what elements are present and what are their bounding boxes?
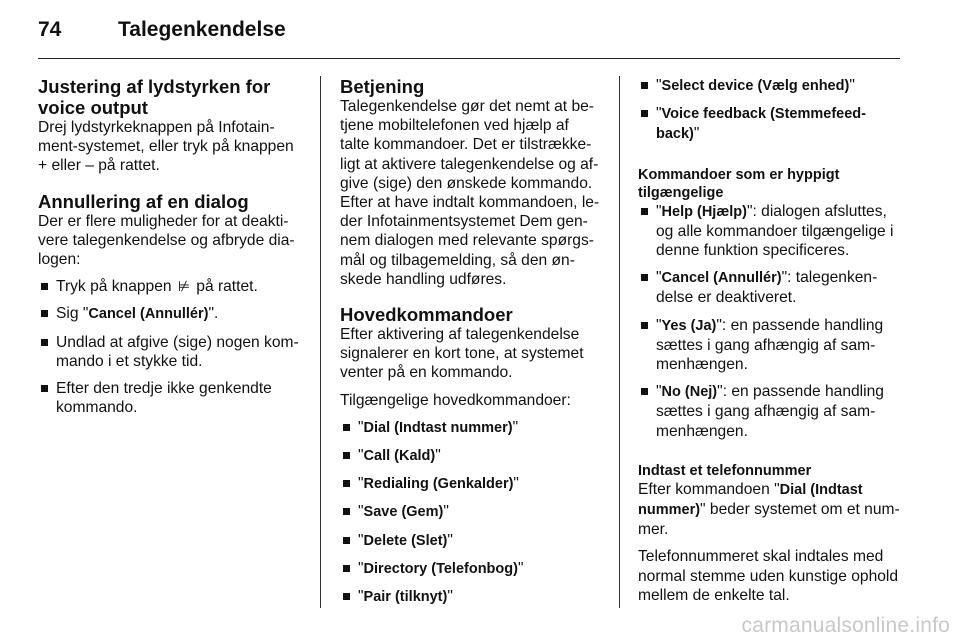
paragraph: Der er flere muligheder for at deakti-vere talegenkendelse og afbryde dia-logen: [38, 212, 295, 269]
page-header [38, 18, 286, 48]
page-number: 74 [38, 18, 62, 41]
voice-command: Delete (Slet) [363, 532, 448, 549]
command-list [638, 202, 900, 441]
paragraph: Tilgængelige hovedkommandoer: [340, 391, 571, 409]
voice-command: Directory (Telefonbog) [363, 560, 518, 577]
page-title: Talegenkendelse [118, 18, 286, 41]
header-divider [38, 58, 900, 59]
list-item: "No (Nej)": en passende handling sættes i gang afhængig af sam-menhængen. [638, 382, 900, 441]
list-item: "Call (Kald)" [340, 446, 602, 466]
list-item: "Redialing (Genkalder)" [340, 474, 602, 494]
paragraph: Efter kommandoen "Dial (Indtast nummer)" beder systemet om et num-mer. [638, 480, 900, 539]
voice-command: Select device (Vælg enhed) [661, 78, 850, 94]
list-item: "Pair (tilknyt)" [340, 587, 602, 607]
paragraph: Talegenkendelse gør det nemt at be-tjene mobiltelefonen ved hjælp af talte kommandoer. Det er tilstrække-ligt at aktivere talegenkendelse og af-give (sige) den ønskede kommando. Efter at have indtalt kommandoen, le-der Infotainmentsystemet Dem gen-nem dialogen med relevante spørgs-mål og tilbagemelding, så den øn-skede handling udføres. [340, 98, 600, 288]
list-item: "Yes (Ja)": en passende handling sættes i gang afhængig af sam-menhængen. [638, 316, 900, 375]
paragraph: Efter aktivering af talegenkendelse signalerer en kort tone, at systemet venter på en kommando. [340, 326, 584, 382]
list-item: "Help (Hjælp)": dialogen afsluttes, og alle kommandoer tilgængelige i denne funktion specificeres. [638, 202, 900, 261]
command-list [340, 418, 602, 607]
watermark: carmanualsonline.info [741, 614, 950, 637]
list-item: Tryk på knappen ⊭ på rattet. [38, 277, 306, 296]
voice-command: Call (Kald) [363, 448, 436, 465]
paragraph: Telefonnummeret skal indtales med normal stemme uden kunstige ophold mellem de enkelte tal. [638, 548, 899, 604]
voice-command: Redialing (Genkalder) [363, 476, 514, 493]
voice-command: Cancel (Annullér) [88, 306, 209, 323]
voice-command: Cancel (Annullér) [661, 270, 782, 287]
command-list [638, 76, 900, 145]
section-heading: Annullering af en dialog [38, 190, 249, 212]
list-item: Undlad at afgive (sige) nogen kom-mando i et stykke tid. [38, 333, 306, 371]
voice-command: No (Nej) [661, 384, 718, 401]
voice-command: Pair (tilknyt) [363, 589, 448, 606]
list-item: "Voice feedback (Stemmefeed-back)" [638, 104, 900, 144]
list-item: "Save (Gem)" [340, 502, 602, 522]
subsection-heading: Indtast et telefonnummer [638, 462, 812, 479]
voice-command: Dial (Indtast nummer) [363, 419, 513, 436]
column-left [38, 76, 306, 425]
subsection-heading: Kommandoer som er hyppigt tilgængelige [638, 166, 840, 201]
list-item: "Delete (Slet)" [340, 531, 602, 551]
list-item: Efter den tredje ikke genkendte kommando. [38, 379, 306, 417]
column-middle [340, 76, 602, 615]
list-item: "Dial (Indtast nummer)" [340, 418, 602, 438]
list-item: "Directory (Telefonbog)" [340, 559, 602, 579]
column-right [638, 76, 900, 605]
voice-command: Dial (Indtast nummer) [638, 481, 863, 519]
voice-command: Save (Gem) [363, 504, 444, 521]
list-item: "Select device (Vælg enhed)" [638, 76, 900, 96]
voice-command: Voice feedback (Stemmefeed-back) [656, 106, 866, 143]
section-heading: Betjening [340, 76, 425, 97]
list-item: "Cancel (Annullér)": talegenken-delse er deaktiveret. [638, 268, 900, 307]
voice-command: Help (Hjælp) [661, 203, 747, 220]
section-heading: Justering af lydstyrken for voice output [38, 76, 271, 118]
column-divider [619, 76, 620, 608]
bullet-list [38, 277, 306, 417]
column-divider [320, 76, 321, 608]
voice-command: Yes (Ja) [661, 317, 717, 334]
section-heading: Hovedkommandoer [340, 304, 513, 326]
phone-hangup-icon: ⊭ [177, 278, 191, 295]
list-item: Sig "Cancel (Annullér)". [38, 304, 306, 324]
paragraph: Drej lydstyrkeknappen på Infotain-ment-systemet, eller tryk på knappen + eller – på rattet. [38, 119, 294, 175]
